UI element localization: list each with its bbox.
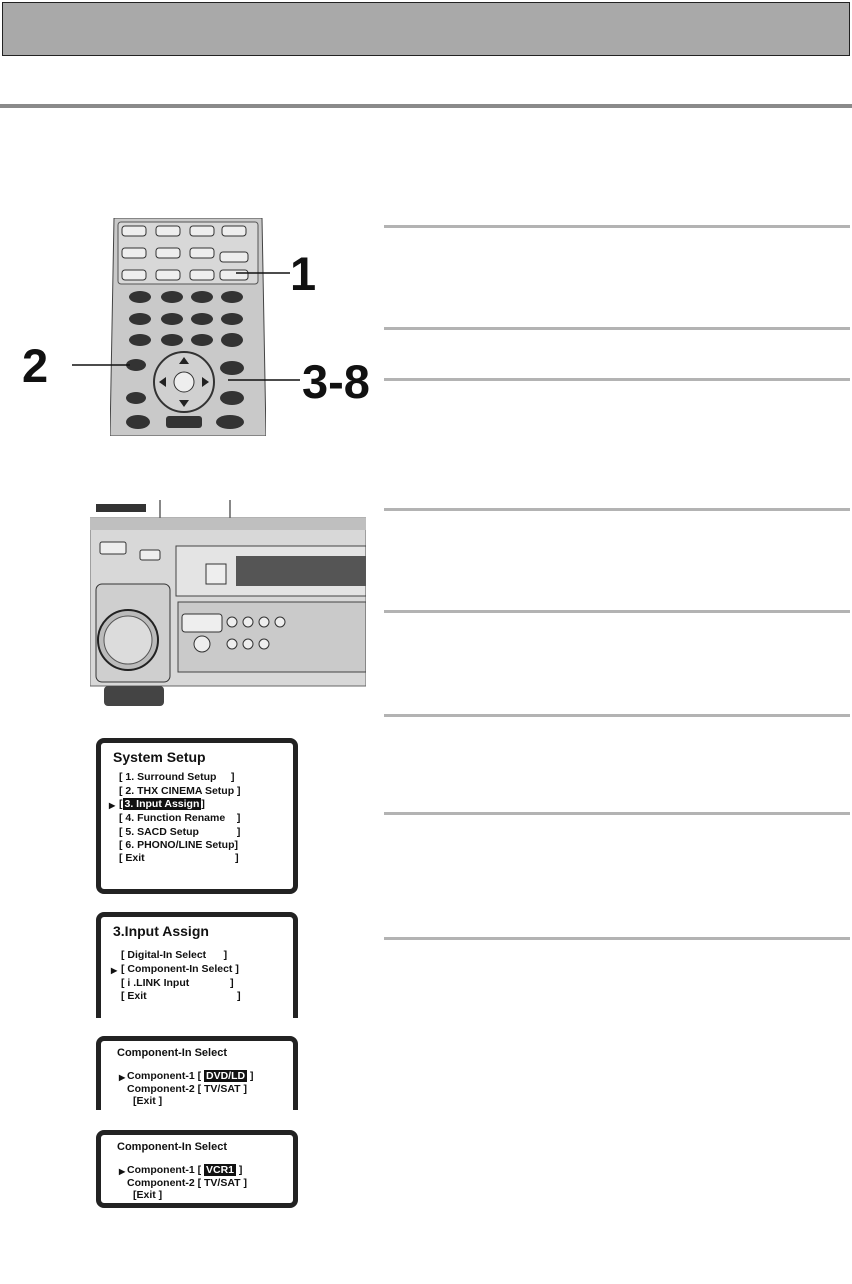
- step-rule: [384, 610, 850, 613]
- step-rule: [384, 508, 850, 511]
- section-divider: [0, 104, 852, 108]
- callout-step-3-8: 3-8: [302, 355, 370, 408]
- receiver-front-panel-illustration: [90, 498, 366, 706]
- osd-menu-item: [ 1. Surround Setup ]: [119, 771, 235, 783]
- step-rule: [384, 378, 850, 381]
- selection-arrow-icon: ▶: [119, 1167, 126, 1176]
- component-in-select-osd: [96, 1036, 298, 1110]
- osd-title: Component-In Select: [117, 1047, 228, 1059]
- osd-title: 3.Input Assign: [113, 923, 209, 939]
- component-2-row: Component-2 [ TV/SAT ]: [127, 1177, 247, 1189]
- selection-arrow-icon: ▶: [119, 1073, 126, 1082]
- osd-exit-item: [Exit ]: [133, 1095, 163, 1107]
- component-1-row: Component-1 [ DVD/LD ]: [127, 1070, 254, 1082]
- step-rule: [384, 225, 850, 228]
- remote-control-illustration: [110, 218, 266, 436]
- component-2-row: Component-2 [ TV/SAT ]: [127, 1083, 247, 1095]
- osd-menu-item: [ 5. SACD Setup ]: [119, 826, 241, 838]
- callout-step-1: 1: [290, 247, 317, 300]
- osd-title: Component-In Select: [117, 1141, 228, 1153]
- osd-menu-item: [ 2. THX CINEMA Setup ]: [119, 785, 241, 797]
- input-assign-osd: [96, 912, 298, 1018]
- osd-exit-item: [Exit ]: [133, 1189, 163, 1201]
- osd-menu-item: [ Digital-In Select ]: [121, 949, 228, 961]
- osd-menu-item: [ Exit ]: [121, 990, 241, 1002]
- step-rule: [384, 812, 850, 815]
- osd-menu-item-selected: [ Component-In Select ]: [121, 963, 239, 975]
- osd-menu-item: [ Exit ]: [119, 852, 239, 864]
- page-header-bar: [2, 2, 850, 56]
- selection-arrow-icon: ▶: [109, 801, 116, 810]
- component-in-select-osd: [96, 1130, 298, 1208]
- osd-title: System Setup: [113, 749, 206, 765]
- osd-menu-item: [ i .LINK Input ]: [121, 977, 234, 989]
- component-1-row: Component-1 [ VCR1 ]: [127, 1164, 243, 1176]
- step-rule: [384, 714, 850, 717]
- selection-arrow-icon: ▶: [111, 966, 118, 975]
- system-setup-osd: [96, 738, 298, 894]
- osd-menu-item: [ 6. PHONO/LINE Setup]: [119, 839, 239, 851]
- osd-menu-item-selected: [ 3. Input Assign ]: [119, 798, 205, 810]
- step-rule: [384, 327, 850, 330]
- osd-menu-item: [ 4. Function Rename ]: [119, 812, 241, 824]
- step-rule: [384, 937, 850, 940]
- callout-step-2: 2: [22, 339, 49, 392]
